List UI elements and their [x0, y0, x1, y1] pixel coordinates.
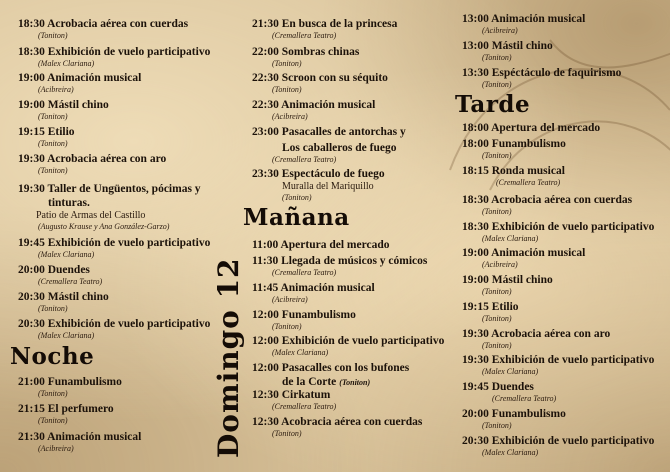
event-item: 19:30 Acrobacia aérea con aro (Toniton) [462, 328, 611, 350]
event-item: 20:00 Funambulismo (Toniton) [462, 408, 566, 430]
event-item: 11:30 Llegada de músicos y cómicos (Cremallera Teatro) [252, 255, 428, 277]
event-item: 21:30 En busca de la princesa (Cremallera Teatro) [252, 18, 398, 40]
section-heading-tarde: Tarde [455, 91, 531, 118]
event-item: 20:30 Exhibición de vuelo participativo (Malex Clariana) [462, 435, 655, 457]
event-item: 22:30 Animación musical (Acibreira) [252, 99, 376, 121]
event-item: 20:30 Exhibición de vuelo participativo (Malex Clariana) [18, 318, 211, 340]
event-item: 18:30 Exhibición de vuelo participativo (Malex Clariana) [462, 221, 655, 243]
event-item: 11:45 Animación musical (Acibreira) [252, 282, 375, 304]
event-item: 18:30 Exhibición de vuelo participativo (Malex Clariana) [18, 46, 211, 68]
event-item: 23:00 Pasacalles de antorchas y Los caballeros de fuego (Cremallera Teatro) [252, 126, 406, 164]
event-item: 18:30 Acrobacia aérea con cuerdas (Toniton) [462, 194, 633, 216]
event-item: 21:00 Funambulismo (Toniton) [18, 376, 122, 398]
event-item: 20:00 Duendes (Cremallera Teatro) [18, 264, 103, 286]
event-item: 12:00 Exhibición de vuelo participativo (Malex Clariana) [252, 335, 445, 357]
event-item: 19:15 Etilio (Toniton) [18, 126, 75, 148]
section-heading-manana: Mañana [243, 204, 350, 231]
event-item: 13:00 Animación musical (Acibreira) [462, 13, 586, 35]
event-item: 22:30 Scroon con su séquito (Toniton) [252, 72, 388, 94]
event-item: 19:15 Etilio (Toniton) [462, 301, 519, 323]
event-item: 19:00 Mástil chino (Toniton) [18, 99, 109, 121]
event-item: 11:00 Apertura del mercado [252, 239, 390, 251]
section-heading-noche: Noche [10, 343, 95, 370]
event-item: 18:00 Funambulismo (Toniton) [462, 138, 566, 160]
event-item: 13:30 Espéctáculo de faquirismo (Toniton) [462, 67, 622, 89]
event-item: 18:30 Acrobacia aérea con cuerdas (Toniton) [18, 18, 189, 40]
event-item: 18:00 Apertura del mercado [462, 122, 601, 134]
event-item: 19:30 Exhibición de vuelo participativo (Malex Clariana) [462, 354, 655, 376]
event-item: 12:30 Cirkatum (Cremallera Teatro) [252, 389, 337, 411]
event-item: 23:30 Espectáculo de fuego Muralla del Mariquillo (Toniton) [252, 168, 385, 202]
event-item: 19:00 Animación musical (Acibreira) [462, 247, 586, 269]
event-item: 19:30 Taller de Ungüentos, pócimas y tinturas. Patio de Armas del Castillo (Augusto Krause y Ana González-Garzo) [18, 183, 201, 231]
day-label: Domingo 12 [212, 257, 245, 458]
event-item: 12:30 Acobracia aérea con cuerdas (Toniton) [252, 416, 423, 438]
event-item: 19:00 Animación musical (Acibreira) [18, 72, 142, 94]
event-item: 12:00 Pasacalles con los bufones de la Corte (Toniton) [252, 362, 410, 388]
event-item: 19:00 Mástil chino (Toniton) [462, 274, 553, 296]
event-item: 20:30 Mástil chino (Toniton) [18, 291, 109, 313]
event-item: 19:45 Exhibición de vuelo participativo (Malex Clariana) [18, 237, 211, 259]
event-item: 19:30 Acrobacia aérea con aro (Toniton) [18, 153, 167, 175]
event-item: 21:30 Animación musical (Acibreira) [18, 431, 142, 453]
event-item: 18:15 Ronda musical (Cremallera Teatro) [462, 165, 565, 187]
event-item: 21:15 El perfumero (Toniton) [18, 403, 114, 425]
event-item: 19:45 Duendes (Cremallera Teatro) [462, 381, 557, 403]
event-item: 22:00 Sombras chinas (Toniton) [252, 46, 360, 68]
event-item: 13:00 Mástil chino (Toniton) [462, 40, 553, 62]
event-item: 12:00 Funambulismo (Toniton) [252, 309, 356, 331]
